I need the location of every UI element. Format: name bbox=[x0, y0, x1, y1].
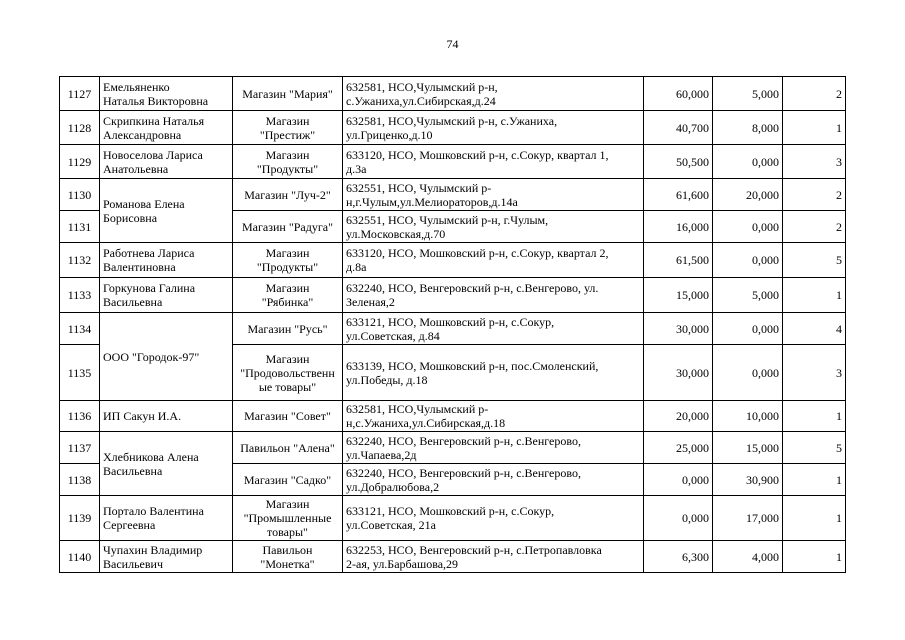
owner-cell-line: Александровна bbox=[103, 127, 182, 142]
value-cell-2: 8,000 bbox=[713, 111, 783, 145]
row-number-cell: 1131 bbox=[60, 211, 100, 243]
shop-cell-line: Магазин "Садко" bbox=[243, 472, 332, 487]
address-cell bbox=[343, 278, 644, 313]
address-cell bbox=[343, 313, 644, 345]
shop-cell-line: "Престиж" bbox=[259, 127, 316, 142]
value-cell-2: 20,000 bbox=[713, 179, 783, 211]
owner-cell-line: Портало Валентина bbox=[103, 504, 204, 518]
shop-cell bbox=[233, 464, 343, 496]
row-number-cell: 1137 bbox=[60, 432, 100, 464]
table-row bbox=[60, 278, 846, 313]
table-row bbox=[60, 145, 846, 179]
registry-table bbox=[59, 76, 846, 573]
owner-cell bbox=[100, 541, 233, 573]
address-cell-line: д.3а bbox=[346, 161, 367, 176]
shop-cell bbox=[233, 145, 343, 179]
value-cell-3: 1 bbox=[783, 401, 846, 432]
address-cell bbox=[343, 401, 644, 432]
owner-cell bbox=[100, 313, 233, 401]
address-cell bbox=[343, 211, 644, 243]
shop-cell-line: Магазин "Мария" bbox=[242, 86, 333, 101]
value-cell-3: 2 bbox=[783, 211, 846, 243]
address-cell-line: 2-ая, ул.Барбашова,29 bbox=[346, 556, 459, 571]
address-cell-line: ул.Победы, д.18 bbox=[346, 372, 428, 387]
owner-cell bbox=[100, 496, 233, 541]
shop-cell bbox=[233, 541, 343, 573]
value-cell-2: 30,900 bbox=[713, 464, 783, 496]
address-cell-line: 632581, НСО,Чулымский р-н, bbox=[346, 79, 498, 94]
value-cell-2: 0,000 bbox=[713, 211, 783, 243]
shop-cell-line: Магазин bbox=[265, 281, 310, 295]
owner-cell-line: Васильевна bbox=[103, 295, 163, 309]
address-cell-line: ул.Московская,д.70 bbox=[346, 226, 446, 241]
value-cell-1: 61,500 bbox=[644, 243, 713, 278]
owner-cell-line: Работнева Лариса bbox=[103, 246, 195, 260]
row-number-cell: 1135 bbox=[60, 345, 100, 401]
owner-cell-line: Васильевна bbox=[103, 463, 163, 478]
table-row bbox=[60, 496, 846, 541]
value-cell-1: 30,000 bbox=[644, 345, 713, 401]
shop-cell bbox=[233, 111, 343, 145]
owner-cell bbox=[100, 243, 233, 278]
value-cell-2: 0,000 bbox=[713, 313, 783, 345]
table-row bbox=[60, 313, 846, 345]
value-cell-2: 0,000 bbox=[713, 345, 783, 401]
value-cell-2: 4,000 bbox=[713, 541, 783, 573]
row-number-cell: 1138 bbox=[60, 464, 100, 496]
shop-cell-line: Магазин "Русь" bbox=[247, 321, 328, 336]
owner-cell-line: Хлебникова Алена bbox=[103, 449, 199, 464]
address-cell-line: ул.Добралюбова,2 bbox=[346, 479, 440, 494]
address-cell-line: 633121, НСО, Мошковский р-н, с.Сокур, bbox=[346, 314, 555, 329]
shop-cell-line: ые товары" bbox=[258, 379, 317, 394]
row-number-cell: 1133 bbox=[60, 278, 100, 313]
owner-cell bbox=[100, 432, 233, 496]
address-cell-line: 633121, НСО, Мошковский р-н, с.Сокур, bbox=[346, 504, 555, 518]
owner-cell-line: Скрипкина Наталья bbox=[103, 113, 205, 128]
shop-cell bbox=[233, 496, 343, 541]
value-cell-3: 1 bbox=[783, 496, 846, 541]
shop-cell-line: Магазин "Луч-2" bbox=[244, 187, 331, 202]
owner-cell-line: Емельяненко bbox=[103, 79, 170, 94]
address-cell-line: ул.Советская, 21а bbox=[346, 518, 436, 532]
shop-cell-line: "Промышленные bbox=[243, 511, 332, 525]
value-cell-2: 17,000 bbox=[713, 496, 783, 541]
page-number: 74 bbox=[446, 37, 459, 51]
table-row bbox=[60, 541, 846, 573]
address-cell bbox=[343, 496, 644, 541]
shop-cell-line: Магазин bbox=[265, 497, 310, 511]
owner-cell-line: Васильевич bbox=[103, 556, 163, 571]
shop-cell-line: Магазин bbox=[265, 351, 310, 366]
shop-cell bbox=[233, 211, 343, 243]
value-cell-3: 5 bbox=[783, 432, 846, 464]
address-cell bbox=[343, 77, 644, 111]
shop-cell-line: Павильон bbox=[262, 542, 313, 557]
row-number-cell: 1132 bbox=[60, 243, 100, 278]
value-cell-1: 50,500 bbox=[644, 145, 713, 179]
value-cell-2: 0,000 bbox=[713, 145, 783, 179]
value-cell-2: 10,000 bbox=[713, 401, 783, 432]
shop-cell-line: товары" bbox=[267, 525, 308, 539]
value-cell-1: 0,000 bbox=[644, 496, 713, 541]
address-cell-line: Зеленая,2 bbox=[346, 295, 395, 309]
value-cell-3: 2 bbox=[783, 179, 846, 211]
value-cell-1: 16,000 bbox=[644, 211, 713, 243]
value-cell-2: 5,000 bbox=[713, 77, 783, 111]
value-cell-3: 1 bbox=[783, 464, 846, 496]
address-cell-line: 632253, НСО, Венгеровский р-н, с.Петропавловка bbox=[346, 542, 602, 557]
shop-cell bbox=[233, 243, 343, 278]
owner-cell-line: Горкунова Галина bbox=[103, 281, 196, 295]
address-cell-line: н,с.Ужаниха,ул.Сибирская,д.18 bbox=[346, 416, 506, 430]
table-body bbox=[60, 77, 846, 573]
owner-cell-line: Наталья Викторовна bbox=[103, 93, 209, 108]
owner-cell bbox=[100, 77, 233, 111]
owner-cell-line: Анатольевна bbox=[103, 161, 169, 176]
address-cell-line: 632581, НСО,Чулымский р-н, с.Ужаниха, bbox=[346, 113, 558, 128]
row-number-cell: 1129 bbox=[60, 145, 100, 179]
value-cell-1: 6,300 bbox=[644, 541, 713, 573]
value-cell-1: 40,700 bbox=[644, 111, 713, 145]
address-cell bbox=[343, 179, 644, 211]
shop-cell-line: "Продукты" bbox=[256, 161, 319, 176]
shop-cell bbox=[233, 432, 343, 464]
shop-cell-line: "Рябинка" bbox=[261, 295, 314, 309]
table-row bbox=[60, 432, 846, 464]
address-cell-line: 632240, НСО, Венгеровский р-н, с.Венгерово, bbox=[346, 433, 581, 448]
row-number-cell: 1134 bbox=[60, 313, 100, 345]
owner-cell-line: ООО "Городок-97" bbox=[103, 349, 200, 364]
address-cell-line: ул.Гриценко,д.10 bbox=[346, 127, 433, 142]
value-cell-2: 5,000 bbox=[713, 278, 783, 313]
row-number-cell: 1140 bbox=[60, 541, 100, 573]
address-cell-line: с.Ужаниха,ул.Сибирская,д.24 bbox=[346, 93, 496, 108]
row-number-cell: 1136 bbox=[60, 401, 100, 432]
table-row bbox=[60, 243, 846, 278]
shop-cell bbox=[233, 345, 343, 401]
value-cell-1: 30,000 bbox=[644, 313, 713, 345]
value-cell-1: 20,000 bbox=[644, 401, 713, 432]
address-cell-line: д.8а bbox=[346, 260, 367, 274]
owner-cell bbox=[100, 145, 233, 179]
owner-cell-line: Чупахин Владимир bbox=[103, 542, 203, 557]
row-number-cell: 1127 bbox=[60, 77, 100, 111]
value-cell-1: 15,000 bbox=[644, 278, 713, 313]
owner-cell bbox=[100, 179, 233, 243]
address-cell-line: 633120, НСО, Мошковский р-н, с.Сокур, квартал 1, bbox=[346, 147, 609, 162]
address-cell-line: 632581, НСО,Чулымский р- bbox=[346, 402, 489, 416]
address-cell-line: 632551, НСО, Чулымский р-н, г.Чулым, bbox=[346, 212, 549, 227]
shop-cell-line: "Продовольственн bbox=[240, 365, 335, 380]
value-cell-1: 60,000 bbox=[644, 77, 713, 111]
value-cell-3: 3 bbox=[783, 145, 846, 179]
owner-cell bbox=[100, 278, 233, 313]
address-cell bbox=[343, 145, 644, 179]
value-cell-3: 1 bbox=[783, 278, 846, 313]
value-cell-3: 2 bbox=[783, 77, 846, 111]
owner-cell-line: Валентиновна bbox=[103, 260, 176, 274]
address-cell-line: ул.Чапаева,2д bbox=[346, 447, 417, 462]
address-cell bbox=[343, 243, 644, 278]
value-cell-1: 25,000 bbox=[644, 432, 713, 464]
table-row bbox=[60, 179, 846, 211]
value-cell-3: 5 bbox=[783, 243, 846, 278]
owner-cell-line: ИП Сакун И.А. bbox=[103, 409, 182, 423]
shop-cell-line: Магазин "Радуга" bbox=[242, 219, 333, 234]
shop-cell-line: "Монетка" bbox=[260, 556, 315, 571]
table-row bbox=[60, 111, 846, 145]
shop-cell-line: Магазин bbox=[265, 246, 310, 260]
value-cell-3: 1 bbox=[783, 111, 846, 145]
row-number-cell: 1128 bbox=[60, 111, 100, 145]
address-cell bbox=[343, 432, 644, 464]
address-cell-line: ул.Советская, д.84 bbox=[346, 328, 440, 343]
address-cell bbox=[343, 345, 644, 401]
row-number-cell: 1139 bbox=[60, 496, 100, 541]
table-row bbox=[60, 77, 846, 111]
address-cell-line: н,г.Чулым,ул.Мелиораторов,д.14а bbox=[346, 194, 518, 209]
table-row bbox=[60, 401, 846, 432]
shop-cell-line: Магазин bbox=[265, 113, 310, 128]
shop-cell-line: "Продукты" bbox=[256, 260, 319, 274]
value-cell-3: 4 bbox=[783, 313, 846, 345]
shop-cell bbox=[233, 278, 343, 313]
value-cell-3: 1 bbox=[783, 541, 846, 573]
owner-cell-line: Сергеевна bbox=[103, 518, 156, 532]
shop-cell-line: Магазин "Совет" bbox=[244, 409, 331, 423]
value-cell-1: 0,000 bbox=[644, 464, 713, 496]
value-cell-1: 61,600 bbox=[644, 179, 713, 211]
shop-cell bbox=[233, 77, 343, 111]
address-cell-line: 633120, НСО, Мошковский р-н, с.Сокур, квартал 2, bbox=[346, 246, 609, 260]
shop-cell-line: Павильон "Алена" bbox=[240, 440, 335, 455]
address-cell bbox=[343, 111, 644, 145]
shop-cell-line: Магазин bbox=[265, 147, 310, 162]
owner-cell bbox=[100, 401, 233, 432]
address-cell-line: 632240, НСО, Венгеровский р-н, с.Венгерово, ул. bbox=[346, 281, 599, 295]
address-cell-line: 632240, НСО, Венгеровский р-н, с.Венгерово, bbox=[346, 465, 581, 480]
owner-cell-line: Борисовна bbox=[103, 210, 158, 225]
owner-cell-line: Новоселова Лариса bbox=[103, 147, 203, 162]
row-number-cell: 1130 bbox=[60, 179, 100, 211]
value-cell-3: 3 bbox=[783, 345, 846, 401]
address-cell bbox=[343, 541, 644, 573]
address-cell-line: 633139, НСО, Мошковский р-н, пос.Смоленский, bbox=[346, 358, 599, 373]
value-cell-2: 0,000 bbox=[713, 243, 783, 278]
address-cell-line: 632551, НСО, Чулымский р- bbox=[346, 180, 492, 195]
shop-cell bbox=[233, 313, 343, 345]
shop-cell bbox=[233, 179, 343, 211]
value-cell-2: 15,000 bbox=[713, 432, 783, 464]
owner-cell-line: Романова Елена bbox=[103, 196, 185, 211]
address-cell bbox=[343, 464, 644, 496]
owner-cell bbox=[100, 111, 233, 145]
shop-cell bbox=[233, 401, 343, 432]
